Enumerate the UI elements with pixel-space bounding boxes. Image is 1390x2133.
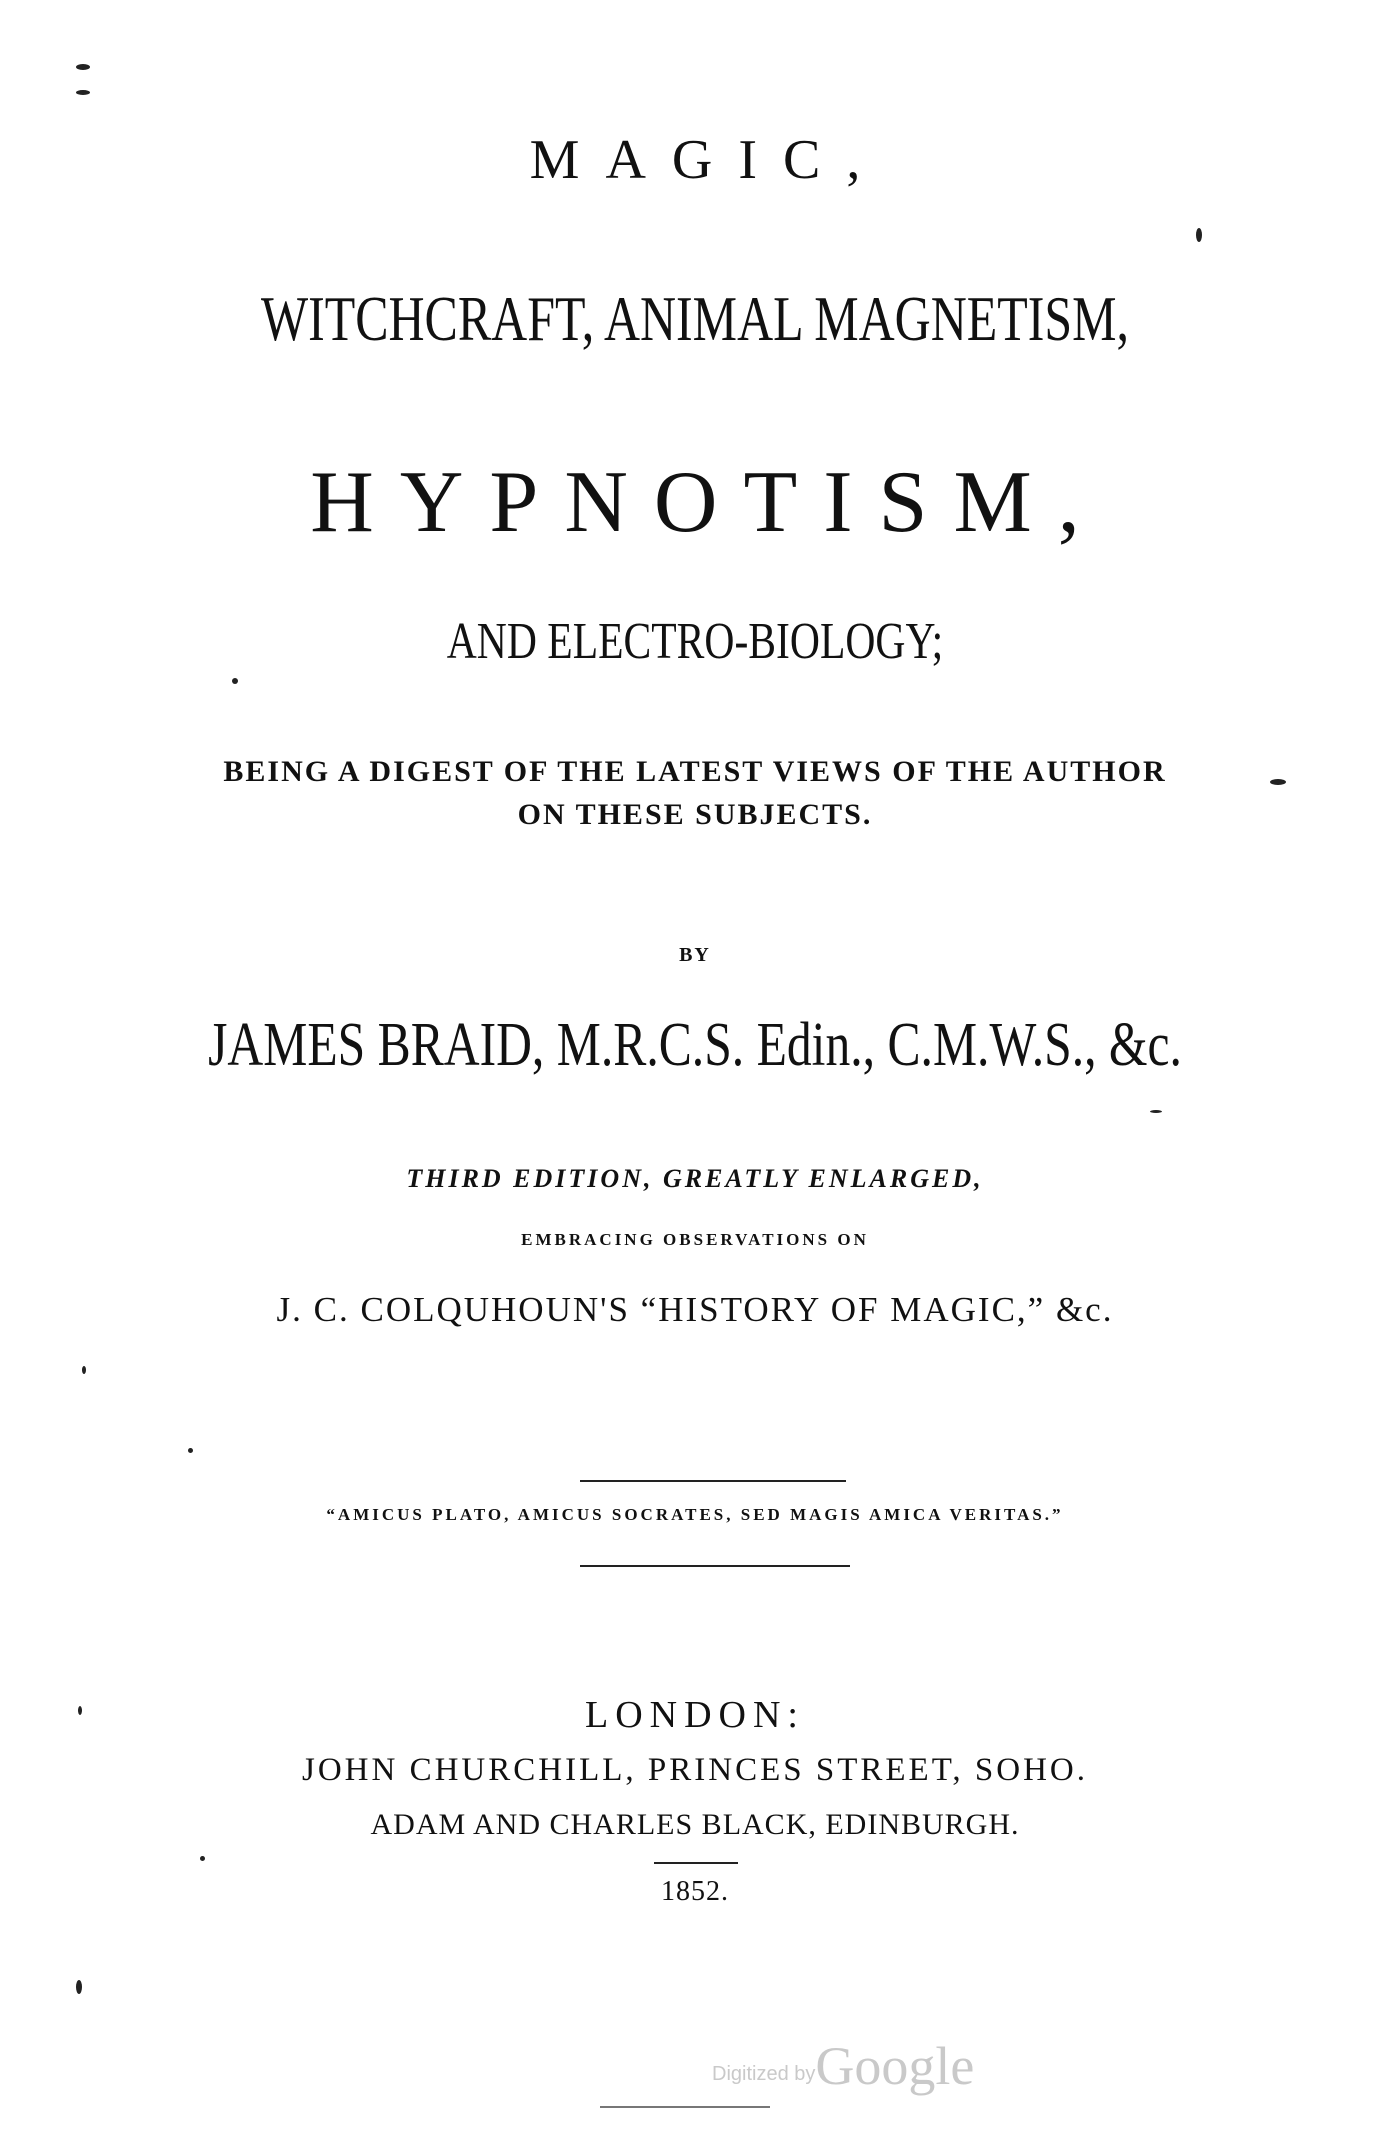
- publisher-edinburgh: ADAM AND CHARLES BLACK, EDINBURGH.: [370, 1808, 1020, 1841]
- motto-rule-bottom: [580, 1565, 850, 1567]
- watermark-brand: Google: [815, 2036, 975, 2096]
- author-name: JAMES BRAID, M.R.C.S. Edin., C.M.W.S., &c.: [208, 1011, 1182, 1079]
- title-hypnotism: HYPNOTISM,: [310, 454, 1106, 551]
- scan-speck: [1270, 779, 1286, 785]
- publication-year: 1852.: [661, 1876, 729, 1907]
- colquhoun-reference: J. C. COLQUHOUN'S “HISTORY OF MAGIC,” &c.: [276, 1290, 1114, 1329]
- scan-speck: [76, 64, 90, 70]
- edition-note: THIRD EDITION, GREATLY ENLARGED,: [406, 1164, 984, 1193]
- scan-speck: [76, 90, 90, 95]
- scan-speck: [78, 1706, 82, 1715]
- digitized-watermark: [712, 2035, 974, 2097]
- subtitle-line-2: ON THESE SUBJECTS.: [517, 798, 873, 831]
- motto-rule-top: [580, 1480, 846, 1482]
- publisher-london: JOHN CHURCHILL, PRINCES STREET, SOHO.: [301, 1752, 1089, 1788]
- scan-speck: [1150, 1110, 1162, 1113]
- title-electro-biology: AND ELECTRO-BIOLOGY;: [446, 613, 944, 670]
- subtitle-line-1: BEING A DIGEST OF THE LATEST VIEWS OF THE AUTHOR: [223, 755, 1167, 788]
- embracing-note: EMBRACING OBSERVATIONS ON: [521, 1230, 869, 1249]
- imprint-city: LONDON:: [585, 1694, 805, 1736]
- latin-motto: “AMICUS PLATO, AMICUS SOCRATES, SED MAGIS AMICA VERITAS.”: [326, 1505, 1064, 1524]
- by-label: BY: [679, 944, 711, 966]
- year-rule: [654, 1862, 738, 1864]
- scan-speck: [600, 2106, 770, 2108]
- scan-speck: [200, 1856, 205, 1861]
- scan-speck: [76, 1980, 82, 1994]
- scan-speck: [188, 1448, 193, 1453]
- title-magic: MAGIC,: [529, 129, 887, 191]
- scan-speck: [82, 1366, 86, 1374]
- watermark-prefix: Digitized by: [712, 2063, 816, 2085]
- title-witchcraft: WITCHCRAFT, ANIMAL MAGNETISM,: [260, 283, 1130, 354]
- scan-speck: [1196, 228, 1202, 242]
- scan-speck: [232, 678, 238, 684]
